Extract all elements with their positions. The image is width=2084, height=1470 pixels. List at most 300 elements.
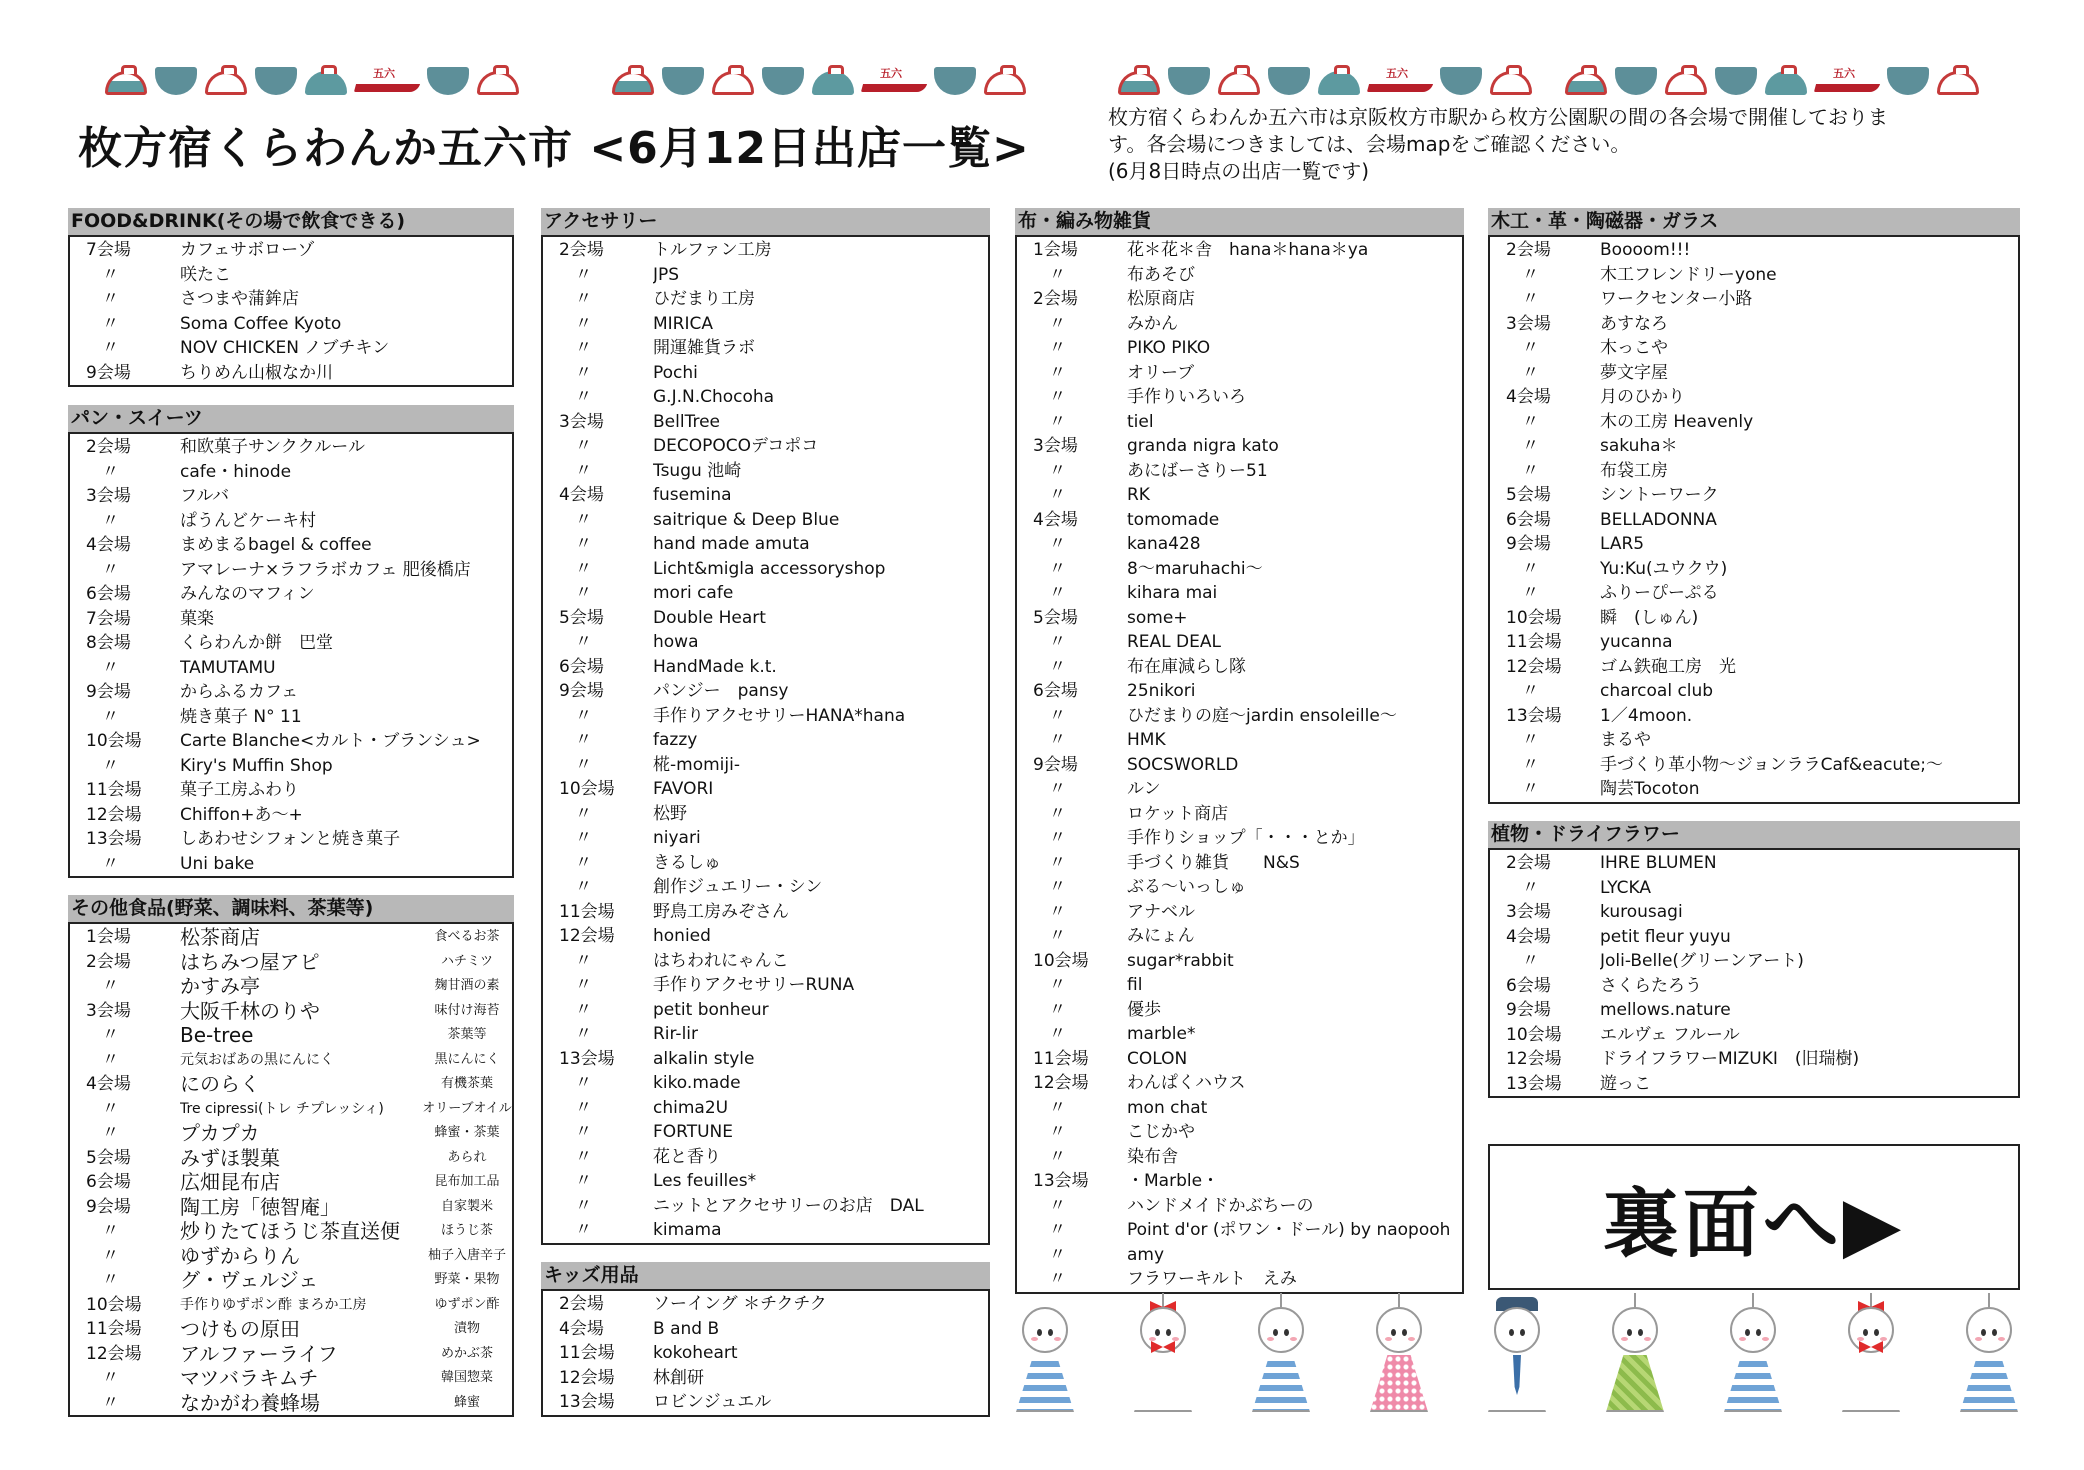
venue-label: 11会場 (86, 780, 142, 800)
bowl-icon (205, 67, 247, 95)
vendor-row (70, 1342, 512, 1367)
vendor-row (1017, 557, 1462, 582)
venue-label: 〃 (575, 999, 592, 1020)
venue-label: 3会場 (1033, 436, 1078, 456)
product-category: 昆布加工品 (434, 1174, 500, 1189)
vendor-row (1490, 287, 2018, 312)
venue-label: 〃 (1049, 901, 1066, 922)
vendor-row (70, 631, 512, 656)
venue-label: 〃 (1049, 1024, 1066, 1044)
venue-label: 〃 (575, 754, 592, 775)
section-title: 植物・ドライフラワー (1488, 821, 2020, 848)
vendor-row (543, 998, 988, 1023)
venue-label: 13会場 (1506, 1073, 1562, 1094)
vendor-row (543, 606, 988, 631)
vendor-name: charcoal club (1600, 681, 1714, 701)
venue-label: 9会場 (1506, 1000, 1551, 1020)
vendor-row (543, 875, 988, 900)
venue-label: 6会場 (86, 584, 131, 604)
product-category: 茶葉等 (447, 1027, 487, 1042)
vendor-name: howa (653, 632, 699, 652)
vendor-row (70, 263, 512, 288)
vendor-name: kimama (653, 1220, 722, 1240)
vendor-name: LAR5 (1600, 534, 1645, 554)
vendor-name: cafe・hinode (180, 461, 292, 482)
venue-label: 2会場 (1033, 289, 1078, 309)
vendor-name: シントーワーク (1600, 485, 1719, 505)
vendor-row (1490, 532, 2018, 557)
venue-label: 4会場 (1506, 926, 1551, 947)
vendor-row (1017, 483, 1462, 508)
vendor-row (543, 1096, 988, 1121)
venue-label: 〃 (1049, 999, 1066, 1020)
vendor-row (543, 263, 988, 288)
vendor-row (1017, 532, 1462, 557)
product-category: 麹甘酒の素 (434, 978, 500, 993)
venue-label: 〃 (1049, 583, 1066, 603)
vendor-name: 炒りたてほうじ茶直送便 (180, 1219, 400, 1243)
vendor-name: RK (1127, 485, 1150, 505)
venue-label: 〃 (1049, 779, 1066, 799)
venue-label: 〃 (575, 1146, 592, 1167)
vendor-name: 布あそび (1127, 264, 1195, 285)
vendor-row (1017, 1022, 1462, 1047)
vendor-row (70, 729, 512, 754)
vendor-row (70, 1048, 512, 1073)
vendor-row (1490, 238, 2018, 263)
vendor-name: プカプカ (180, 1121, 260, 1145)
venue-label: 〃 (1522, 289, 1539, 309)
venue-label: 6会場 (1506, 509, 1551, 530)
vendor-name: Licht&migla accessoryshop (653, 558, 886, 579)
vendor-row (70, 803, 512, 828)
venue-label: 12会場 (1506, 1049, 1562, 1069)
bowl-icon (984, 67, 1026, 95)
venue-label: 〃 (102, 853, 119, 874)
vendor-name: sugar*rabbit (1127, 950, 1234, 971)
vendor-row (543, 1366, 988, 1391)
vendor-name: TAMUTAMU (180, 657, 276, 678)
venue-label: 〃 (1522, 411, 1539, 432)
vendor-name: エルヴェ フルール (1600, 1024, 1740, 1045)
venue-label: 〃 (1049, 1146, 1066, 1167)
vendor-name: ふりーぴーぷる (1600, 583, 1719, 603)
vendor-name: ロビンジュエル (653, 1392, 772, 1412)
vendor-name: BellTree (653, 411, 720, 432)
vendor-row (1490, 508, 2018, 533)
vendor-name: フルバ (180, 486, 230, 506)
venue-label: 2会場 (86, 951, 131, 972)
vendor-row (543, 826, 988, 851)
vendor-name: Rir-lir (653, 1024, 699, 1044)
venue-label: 〃 (102, 313, 119, 334)
vendor-row (1490, 630, 2018, 655)
vendor-name: 大阪千林のりや (180, 998, 320, 1023)
venue-label: 12会場 (559, 926, 615, 946)
vendor-name: some+ (1127, 607, 1188, 628)
boat-icon: 五六 (355, 71, 419, 95)
venue-label: 4会場 (1506, 387, 1551, 407)
venue-label: 1会場 (86, 927, 131, 947)
vendor-row (1490, 606, 2018, 631)
vendor-name: 野鳥工房みぞさん (653, 901, 789, 922)
venue-label: 〃 (1049, 1244, 1066, 1265)
venue-label: 〃 (102, 1221, 119, 1241)
vendor-row (543, 434, 988, 459)
venue-label: 〃 (575, 730, 592, 750)
vendor-name: mon chat (1127, 1097, 1208, 1118)
vendor-list (1488, 235, 2020, 804)
vendor-row (543, 973, 988, 998)
vendor-name: こじかや (1127, 1122, 1195, 1142)
vendor-name: PIKO PIKO (1127, 338, 1211, 358)
vendor-list (1015, 235, 1464, 1294)
venue-label: 13会場 (559, 1392, 615, 1412)
venue-label: 〃 (1049, 313, 1066, 334)
vendor-row (1017, 263, 1462, 288)
venue-label: 〃 (575, 950, 592, 971)
venue-label: 〃 (1522, 681, 1539, 701)
vendor-name: granda nigra kato (1127, 436, 1279, 456)
vendor-name: わんぱくハウス (1127, 1073, 1246, 1093)
venue-label: 〃 (575, 975, 592, 995)
vendor-row (1017, 802, 1462, 827)
vendor-name: ひだまり工房 (653, 289, 755, 309)
vendor-row (70, 1244, 512, 1269)
vendor-name: Be-tree (180, 1023, 254, 1047)
venue-label: 〃 (1049, 362, 1066, 383)
vendor-row (1490, 263, 2018, 288)
venue-label: 〃 (1049, 534, 1066, 554)
vendor-row (1017, 973, 1462, 998)
vendor-name: 木工フレンドリーyone (1600, 264, 1777, 285)
vendor-name: 1／4moon. (1600, 705, 1693, 726)
venue-label: 3会場 (1506, 902, 1551, 922)
vendor-name: Tsugu 池崎 (653, 460, 742, 481)
venue-label: 2会場 (559, 240, 604, 260)
vendor-name: saitrique & Deep Blue (653, 509, 840, 530)
vendor-name: tomomade (1127, 509, 1220, 530)
venue-label: 〃 (102, 510, 119, 531)
venue-label: 〃 (1522, 877, 1539, 898)
vendor-row (1490, 974, 2018, 999)
venue-label: 2会場 (559, 1294, 604, 1314)
vendor-name: 咲たこ (180, 264, 231, 285)
venue-label: 〃 (575, 289, 592, 309)
venue-label: 〃 (102, 1245, 119, 1266)
venue-label: 11会場 (86, 1319, 142, 1339)
vendor-name: まめまるbagel & coffee (180, 535, 372, 555)
vendor-row (1017, 238, 1462, 263)
section-title: 布・編み物雑貨 (1015, 208, 1464, 235)
vendor-name: FORTUNE (653, 1122, 734, 1142)
section-title: その他食品(野菜、調味料、茶葉等) (68, 895, 514, 922)
vendor-name: ぱうんどケーキ村 (180, 510, 316, 531)
vendor-name: 優歩 (1127, 999, 1161, 1020)
venue-label: 9会場 (559, 681, 604, 701)
doll-icon (1718, 1295, 1788, 1420)
venue-label: 〃 (1522, 779, 1539, 799)
venue-label: 〃 (575, 583, 592, 603)
vendor-name: mellows.nature (1600, 1000, 1731, 1020)
venue-label: 〃 (1049, 926, 1066, 946)
vendor-row (1490, 434, 2018, 459)
vendor-name: amy (1127, 1244, 1165, 1265)
venue-label: 〃 (1522, 558, 1539, 579)
venue-label: 6会場 (86, 1172, 131, 1192)
vendor-name: みかん (1127, 313, 1178, 334)
vendor-name: 陶芸Tocoton (1600, 779, 1700, 799)
section-title: キッズ用品 (541, 1262, 990, 1289)
venue-label: 〃 (1049, 828, 1066, 848)
vendor-name: COLON (1127, 1048, 1188, 1069)
vendor-name: MIRICA (653, 313, 714, 334)
vendor-row (1017, 385, 1462, 410)
vendor-row (543, 557, 988, 582)
vendor-name: marble* (1127, 1024, 1196, 1044)
venue-label: 3会場 (86, 1000, 131, 1021)
vendor-name: みにょん (1127, 926, 1195, 946)
kids-section (541, 1262, 990, 1417)
venue-label: 13会場 (1033, 1171, 1089, 1191)
vendor-row (1017, 606, 1462, 631)
vendor-row (70, 312, 512, 337)
venue-label: 11会場 (559, 901, 615, 922)
vendor-row (70, 287, 512, 312)
vendor-name: 松茶商店 (180, 925, 260, 949)
bowl-icon (1615, 67, 1657, 95)
venue-label: 〃 (102, 289, 119, 309)
vendor-row (543, 1145, 988, 1170)
vendor-name: G.J.N.Chocoha (653, 387, 775, 407)
bowl-icon (1118, 67, 1160, 95)
venue-label: 〃 (575, 1171, 592, 1191)
venue-label: 〃 (102, 1049, 119, 1070)
vendor-name: 手作りいろいろ (1127, 387, 1246, 407)
vendor-name: REAL DEAL (1127, 632, 1221, 652)
vendor-name: fusemina (653, 485, 732, 505)
venue-label: 〃 (1049, 632, 1066, 652)
vendor-name: HMK (1127, 730, 1166, 750)
vendor-row (70, 705, 512, 730)
venue-label: 10会場 (1506, 1024, 1562, 1045)
vendor-row (1017, 434, 1462, 459)
bowl-icon (712, 67, 754, 95)
venue-label: 〃 (575, 1195, 592, 1216)
product-category: 蜂蜜 (453, 1394, 480, 1410)
venue-label: 〃 (1522, 436, 1539, 456)
venue-label: 〃 (102, 1270, 119, 1290)
vendor-row (1017, 1047, 1462, 1072)
bowl-icon (662, 67, 704, 95)
bowl-icon (612, 67, 654, 95)
vendor-row (1017, 949, 1462, 974)
vendor-row (1490, 1023, 2018, 1048)
vendor-row (1490, 876, 2018, 901)
vendor-name: 瞬 (しゅん) (1600, 607, 1699, 628)
back-page-link[interactable]: 裏面へ▶ (1488, 1144, 2020, 1290)
venue-label: 〃 (1049, 1097, 1066, 1118)
product-category: ハチミツ (440, 953, 493, 969)
vendor-name: sakuha＊ (1600, 436, 1678, 456)
vendor-row (543, 1022, 988, 1047)
vendor-name: Les feuilles* (653, 1171, 757, 1191)
vendor-row (543, 679, 988, 704)
bowl-icon (255, 67, 297, 95)
vendor-row (1017, 826, 1462, 851)
vendor-name: 月のひかり (1600, 387, 1685, 407)
bowl-icon (1268, 67, 1310, 95)
vendor-name: Soma Coffee Kyoto (180, 313, 342, 334)
venue-label: 〃 (1049, 803, 1066, 824)
vendor-name: petit fleur yuyu (1600, 926, 1731, 947)
vendor-row (543, 1169, 988, 1194)
vendor-row (543, 1317, 988, 1342)
venue-label: 7会場 (86, 240, 131, 260)
bowl-icon (1440, 67, 1482, 95)
vendor-row (70, 1268, 512, 1293)
vendor-row (70, 1146, 512, 1171)
food-drink-section (68, 208, 514, 387)
venue-label: 〃 (1049, 1122, 1066, 1142)
vendor-name: niyari (653, 828, 701, 848)
venue-label: 〃 (102, 264, 119, 285)
vendor-name: 広畑昆布店 (180, 1170, 280, 1194)
venue-label: 〃 (575, 877, 592, 897)
venue-label: 10会場 (559, 779, 615, 799)
venue-label: 〃 (1049, 387, 1066, 407)
doll-icon (1128, 1295, 1198, 1420)
vendor-name: 花と香り (653, 1146, 721, 1167)
vendor-row (70, 1317, 512, 1342)
vendor-name: 菓楽 (180, 608, 214, 629)
vendor-row (1490, 361, 2018, 386)
vendor-name: kokoheart (653, 1343, 738, 1363)
venue-label: 1会場 (1033, 240, 1078, 260)
vendor-row (1017, 336, 1462, 361)
venue-label: 〃 (102, 1025, 119, 1045)
vendor-name: kana428 (1127, 534, 1201, 554)
venue-label: 〃 (1522, 264, 1539, 285)
vendor-row (543, 900, 988, 925)
vendor-name: chima2U (653, 1097, 729, 1118)
top-banner-3 (1118, 55, 1532, 95)
vendor-name: NOV CHICKEN ノブチキン (180, 338, 390, 358)
venue-label: 〃 (1522, 362, 1539, 383)
venue-label: 6会場 (1033, 681, 1078, 701)
venue-label: 9会場 (1506, 534, 1551, 554)
vendor-list (68, 922, 514, 1417)
venue-label: 9会場 (86, 682, 131, 702)
vendor-row (70, 1219, 512, 1244)
vendor-row (543, 777, 988, 802)
vendor-row (1017, 581, 1462, 606)
vendor-name: DECOPOCOデコポコ (653, 436, 819, 456)
vendor-row (1490, 459, 2018, 484)
vendor-name: くらわんか餅 巴堂 (180, 633, 333, 653)
venue-label: 13会場 (86, 829, 142, 849)
vendor-row (1490, 900, 2018, 925)
section-title: パン・スイーツ (68, 405, 514, 432)
vendor-name: 染布舎 (1127, 1146, 1178, 1167)
product-category: あられ (447, 1149, 487, 1165)
venue-label: 4会場 (1033, 509, 1078, 530)
venue-label: 4会場 (559, 485, 604, 505)
vendor-name: Carte Blanche<カルト・ブランシュ> (180, 731, 481, 751)
vendor-row (1017, 704, 1462, 729)
vendor-name: さつまや蒲鉾店 (180, 289, 299, 309)
vendor-name: にのらく (180, 1072, 260, 1096)
vendor-name: さくらたろう (1600, 975, 1702, 996)
venue-label: 3会場 (559, 411, 604, 432)
vendor-name: つけもの原田 (180, 1317, 300, 1341)
vendor-name: 8～maruhachi～ (1127, 558, 1263, 579)
vendor-row (1490, 753, 2018, 778)
vendor-name: 手づくり革小物～ジョンララCaf&eacute;～ (1600, 754, 1944, 775)
boat-icon: 五六 (862, 71, 926, 95)
vendor-row (1017, 459, 1462, 484)
wood-leather-section (1488, 208, 2020, 804)
vendor-row (1017, 753, 1462, 778)
vendor-row (1490, 312, 2018, 337)
venue-label: 〃 (102, 755, 119, 776)
vendor-row (543, 630, 988, 655)
vendor-name: トルファン工房 (653, 240, 772, 260)
vendor-row (1490, 704, 2018, 729)
vendor-name: ドライフラワーMIZUKI (旧瑞樹) (1600, 1049, 1860, 1069)
vendor-row (1017, 875, 1462, 900)
vendor-name: Point d'or (ポワン・ドール) by naopooh (1127, 1220, 1451, 1240)
venue-label: 9会場 (86, 1196, 131, 1217)
venue-label: 〃 (1049, 411, 1066, 432)
vendor-row (1017, 924, 1462, 949)
bowl-icon (1765, 67, 1807, 95)
vendor-row (1490, 385, 2018, 410)
venue-label: 5会場 (559, 607, 604, 628)
doll-icon (1954, 1295, 2024, 1420)
venue-label: 6会場 (559, 656, 604, 677)
vendor-row (70, 1293, 512, 1318)
vendor-row (1490, 851, 2018, 876)
vendor-name: かすみ亭 (180, 974, 260, 998)
other-food-section (68, 895, 514, 1417)
venue-label: 〃 (1522, 583, 1539, 603)
vendor-name: きるしゅ (653, 852, 721, 873)
product-category: 黒にんにく (434, 1051, 500, 1067)
venue-label: 〃 (575, 803, 592, 824)
venue-label: 〃 (1049, 705, 1066, 726)
bowl-icon (762, 67, 804, 95)
venue-label: 〃 (1522, 460, 1539, 481)
vendor-row (1017, 410, 1462, 435)
vendor-name: 木っこや (1600, 338, 1668, 358)
vendor-name: ワークセンター小路 (1600, 289, 1753, 309)
vendor-name: 和欧菓子サンククルール (180, 437, 365, 457)
vendor-name: マツバラキムチ (180, 1366, 319, 1390)
doll-icon (1246, 1295, 1316, 1420)
venue-label: 〃 (575, 852, 592, 873)
vendor-name: グ・ヴェルジェ (180, 1268, 319, 1292)
bowl-icon (155, 67, 197, 95)
vendor-name: 松野 (653, 803, 687, 824)
intro-line: (6月8日時点の出店一覧です) (1108, 159, 1370, 183)
venue-label: 〃 (1049, 877, 1066, 897)
vendor-name: 花＊花＊舎 hana＊hana＊ya (1127, 240, 1369, 260)
venue-label: 〃 (575, 1220, 592, 1240)
vendor-row (543, 655, 988, 680)
vendor-name: ニットとアクセサリーのお店 DAL (653, 1195, 924, 1216)
vendor-row (1490, 557, 2018, 582)
